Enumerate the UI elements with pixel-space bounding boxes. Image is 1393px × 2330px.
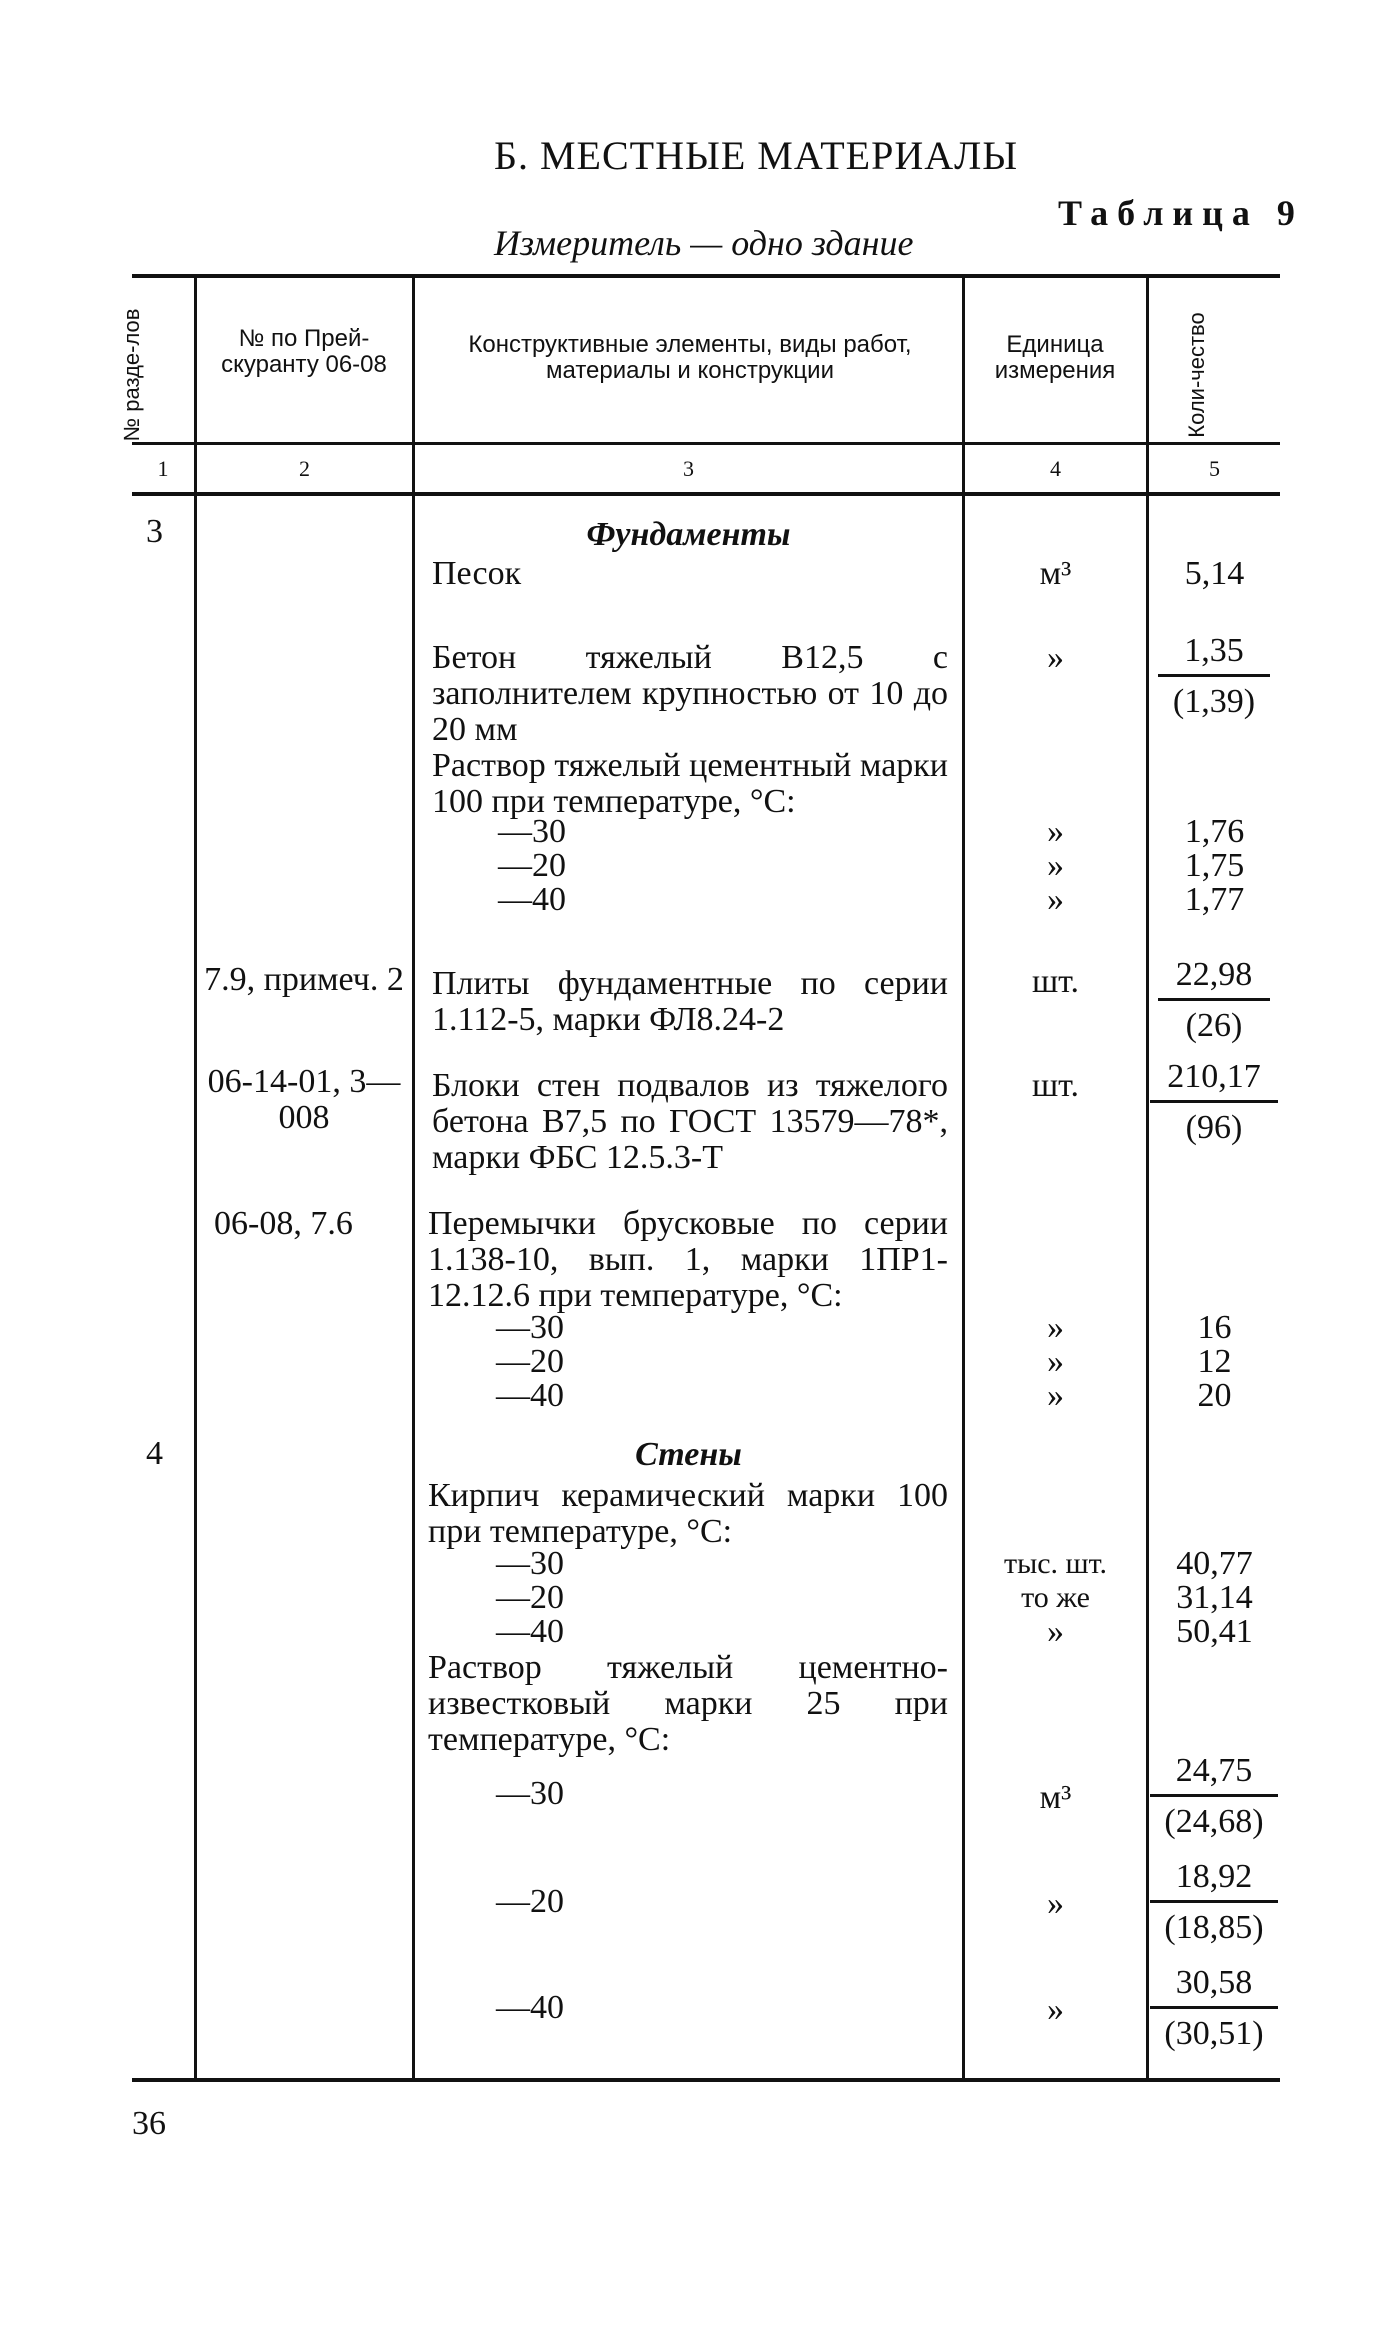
- qty-alt-value: (1,39): [1172, 683, 1256, 720]
- row-qty: 1,75: [1184, 847, 1245, 884]
- section-number: 4: [146, 1435, 163, 1472]
- qty-alt-value: (24,68): [1164, 1803, 1264, 1840]
- qty-fraction: [1150, 1858, 1278, 1947]
- header-col1: № разде-лов: [119, 308, 144, 442]
- row-ref: 06-14-01, 3—008: [207, 1063, 401, 1136]
- measure-caption: Измеритель — одно здание: [494, 223, 914, 263]
- row-ref: 06-08, 7.6: [214, 1205, 353, 1242]
- temp-label: —20: [496, 1883, 564, 1920]
- qty-fraction: [1150, 1964, 1278, 2053]
- row-desc: Бетон тяжелый В12,5 с заполнителем крупностью от 10 до 20 мм: [432, 639, 948, 748]
- row-desc: Плиты фундаментные по серии 1.112-5, марки ФЛ8.24-2: [432, 965, 948, 1038]
- col-number: 2: [299, 456, 310, 481]
- row-ref: 7.9, примеч. 2: [204, 961, 404, 998]
- qty-value: 30,58: [1150, 1964, 1278, 2009]
- row-unit: »: [1047, 881, 1064, 918]
- row-qty: 1,76: [1184, 813, 1245, 850]
- row-qty: 31,14: [1176, 1579, 1253, 1616]
- header-col2: № по Прей-скуранту 06-08: [221, 325, 387, 378]
- qty-value: 24,75: [1150, 1752, 1278, 1797]
- row-unit: м³: [1039, 555, 1072, 592]
- qty-alt-value: (30,51): [1164, 2015, 1264, 2052]
- qty-alt-value: (18,85): [1164, 1909, 1264, 1946]
- col-number: 3: [683, 456, 694, 481]
- row-unit: »: [1047, 813, 1064, 850]
- temp-label: —20: [496, 1579, 564, 1616]
- row-unit: шт.: [1032, 1067, 1079, 1104]
- header-bottom-rule: [132, 442, 1280, 445]
- row-desc: Раствор тяжелый цементно-известковый марки 25 при температуре, °С:: [428, 1649, 948, 1758]
- numbering-bottom-rule: [132, 492, 1280, 496]
- row-unit: »: [1047, 1309, 1064, 1346]
- temp-label: —40: [496, 1613, 564, 1650]
- row-unit: »: [1047, 1377, 1064, 1414]
- qty-value: 18,92: [1150, 1858, 1278, 1903]
- qty-alt-value: (26): [1185, 1007, 1243, 1044]
- qty-value: 210,17: [1150, 1058, 1278, 1103]
- qty-fraction: [1158, 632, 1270, 721]
- row-unit: шт.: [1032, 963, 1079, 1000]
- header-col3: Конструктивные элементы, виды работ, материалы и конструкции: [468, 331, 912, 384]
- temp-label: —20: [498, 847, 566, 884]
- temp-label: —30: [498, 813, 566, 850]
- page-number: 36: [132, 2105, 166, 2142]
- table-top-rule: [132, 274, 1280, 278]
- section-number: 3: [146, 513, 163, 550]
- section-heading: Фундаменты: [586, 516, 791, 553]
- header-col4: Единица измерения: [994, 331, 1116, 384]
- row-unit: »: [1047, 1343, 1064, 1380]
- row-desc: Песок: [432, 555, 522, 592]
- row-desc: Блоки стен подвалов из тяжелого бетона В7,5 по ГОСТ 13579—78*, марки ФБС 12.5.3-Т: [432, 1067, 948, 1176]
- qty-fraction: [1158, 956, 1270, 1045]
- temp-label: —40: [496, 1377, 564, 1414]
- temp-label: —40: [496, 1989, 564, 2026]
- temp-label: —40: [498, 881, 566, 918]
- row-qty: 16: [1197, 1309, 1232, 1346]
- row-unit: тыс. шт.: [1003, 1547, 1108, 1580]
- row-unit: »: [1047, 1991, 1064, 2028]
- row-desc: Раствор тяжелый цементный марки 100 при температуре, °С:: [432, 747, 948, 820]
- col-number: 5: [1209, 456, 1220, 481]
- col-divider-1: [194, 278, 197, 2078]
- section-title: Б. МЕСТНЫЕ МАТЕРИАЛЫ: [494, 133, 1019, 178]
- row-unit: »: [1047, 847, 1064, 884]
- temp-label: —30: [496, 1545, 564, 1582]
- row-qty: 40,77: [1176, 1545, 1253, 1582]
- header-col5: Коли-чество: [1184, 312, 1209, 438]
- row-qty: 1,77: [1184, 881, 1245, 918]
- row-unit: м³: [1039, 1779, 1072, 1816]
- row-qty: 50,41: [1176, 1613, 1253, 1650]
- qty-fraction: [1150, 1752, 1278, 1841]
- qty-alt-value: (96): [1185, 1109, 1243, 1146]
- qty-fraction: [1150, 1058, 1278, 1147]
- col-divider-4: [1146, 278, 1149, 2078]
- qty-value: 1,35: [1158, 632, 1270, 677]
- row-qty: 12: [1197, 1343, 1232, 1380]
- table-label: Таблица 9: [1058, 193, 1304, 233]
- qty-value: 22,98: [1158, 956, 1270, 1001]
- col-number: 1: [157, 456, 169, 481]
- row-desc: Перемычки брусковые по серии 1.138-10, вып. 1, марки 1ПР1-12.12.6 при температуре, °С:: [428, 1205, 948, 1314]
- temp-label: —30: [496, 1309, 564, 1346]
- col-number: 4: [1050, 456, 1061, 481]
- row-qty: 20: [1197, 1377, 1232, 1414]
- table-bottom-rule: [132, 2078, 1280, 2082]
- row-desc: Кирпич керамический марки 100 при температуре, °С:: [428, 1477, 948, 1550]
- row-unit: »: [1047, 1613, 1064, 1650]
- row-unit: то же: [1021, 1581, 1090, 1614]
- row-unit: »: [1047, 1885, 1064, 1922]
- row-qty: 5,14: [1184, 555, 1245, 592]
- section-heading: Стены: [635, 1436, 742, 1473]
- temp-label: —30: [496, 1775, 564, 1812]
- row-unit: »: [1047, 639, 1064, 676]
- temp-label: —20: [496, 1343, 564, 1380]
